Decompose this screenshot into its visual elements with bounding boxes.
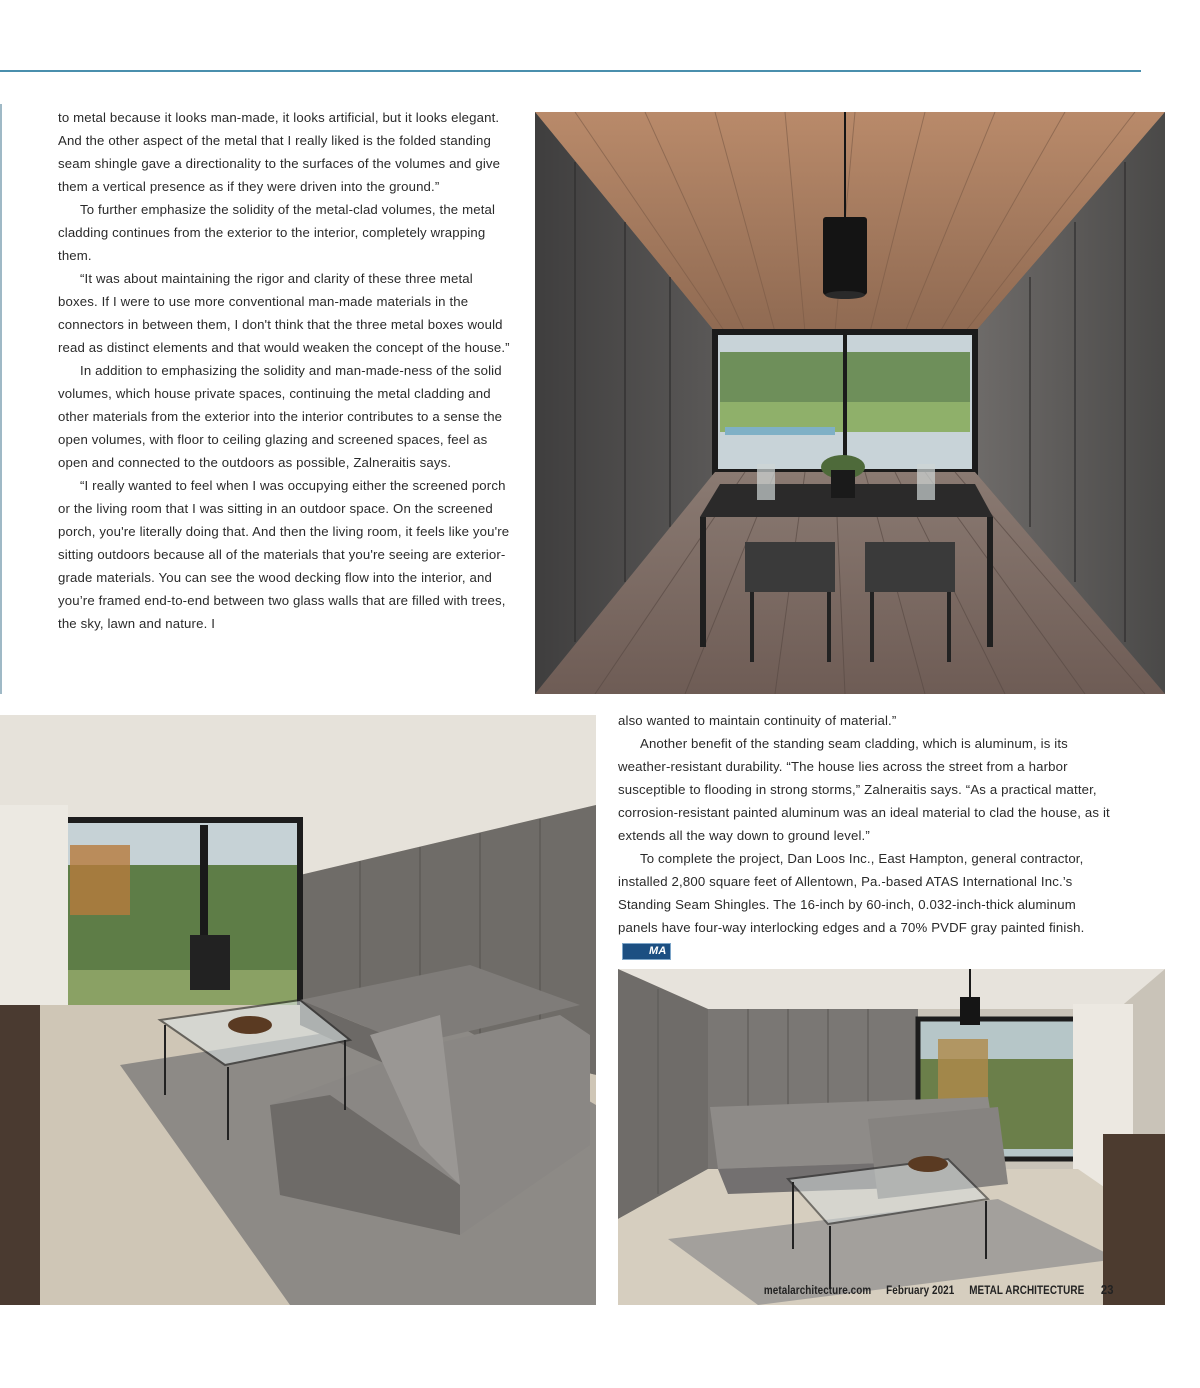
paragraph: to metal because it looks man-made, it looks artificial, but it looks elegant. And the other aspect of the metal that I really liked is the folded standing seam shingle gave a directionality to the surfaces of the volumes and give them a vertical presence as if they were driven into the ground.” <box>58 110 501 194</box>
footer-website: metalarchitecture.com <box>764 1285 872 1297</box>
header-rule <box>0 70 1141 72</box>
page-number: 23 <box>1101 1282 1114 1297</box>
left-text-column <box>58 106 510 635</box>
living-room-photo-large <box>0 715 596 1305</box>
ma-end-logo: MA <box>622 943 671 960</box>
paragraph: In addition to emphasizing the solidity and man-made-ness of the solid volumes, which house private spaces, continuing the metal cladding and other materials from the exterior into the interior contributes to a sense the open volumes, with floor to ceiling glazing and screened spaces, feel as open and connected to the outdoors as possible, Zalneraitis says. <box>58 363 503 470</box>
paragraph: To further emphasize the solidity of the metal-clad volumes, the metal cladding continues from the exterior to the interior, completely wrapping them. <box>58 202 496 263</box>
paragraph: “I really wanted to feel when I was occupying either the screened porch or the living room that I was sitting in an outdoor space. On the screened porch, you're literally doing that. And then the living room, it feels like you're sitting outdoors because all of the materials that you're seeing are exterior-grade materials. You can see the wood decking flow into the interior, and you’re framed end-to-end between two glass walls that are filled with trees, the sky, lawn and nature. I <box>58 478 510 631</box>
paragraph-text: To complete the project, Dan Loos Inc., East Hampton, general contractor, installed 2,800 square feet of Allentown, Pa.-based ATAS International Inc.’s Standing Seam Shingles. The 16-inch by 60-inch, 0.032-inch-thick aluminum panels have four-way interlocking edges and a 70% PVDF gray painted finish. <box>618 851 1085 935</box>
right-text-column <box>618 709 1112 962</box>
paragraph: Another benefit of the standing seam cladding, which is aluminum, is its weather-resistant durability. “The house lies across the street from a harbor susceptible to flooding in strong storms,” Zalneraitis says. “As a practical matter, corrosion-resistant painted aluminum was an ideal material to clad the house, as it extends all the way down to ground level.” <box>618 736 1110 843</box>
living-room-photo-small <box>618 969 1165 1305</box>
paragraph: “It was about maintaining the rigor and clarity of these three metal boxes. If I were to use more conventional man-made materials in the connectors in between them, I don't think that the three metal boxes would read as distinct elements and that would weaken the concept of the house.” <box>58 271 510 355</box>
dining-porch-photo <box>535 112 1165 694</box>
page-edge-rule <box>0 104 2 694</box>
footer-magazine: METAL ARCHITECTURE <box>969 1285 1085 1297</box>
paragraph: also wanted to maintain continuity of material.” <box>618 713 897 728</box>
page-footer <box>752 1282 1114 1297</box>
paragraph <box>618 847 1112 962</box>
footer-issue: February 2021 <box>886 1285 955 1297</box>
